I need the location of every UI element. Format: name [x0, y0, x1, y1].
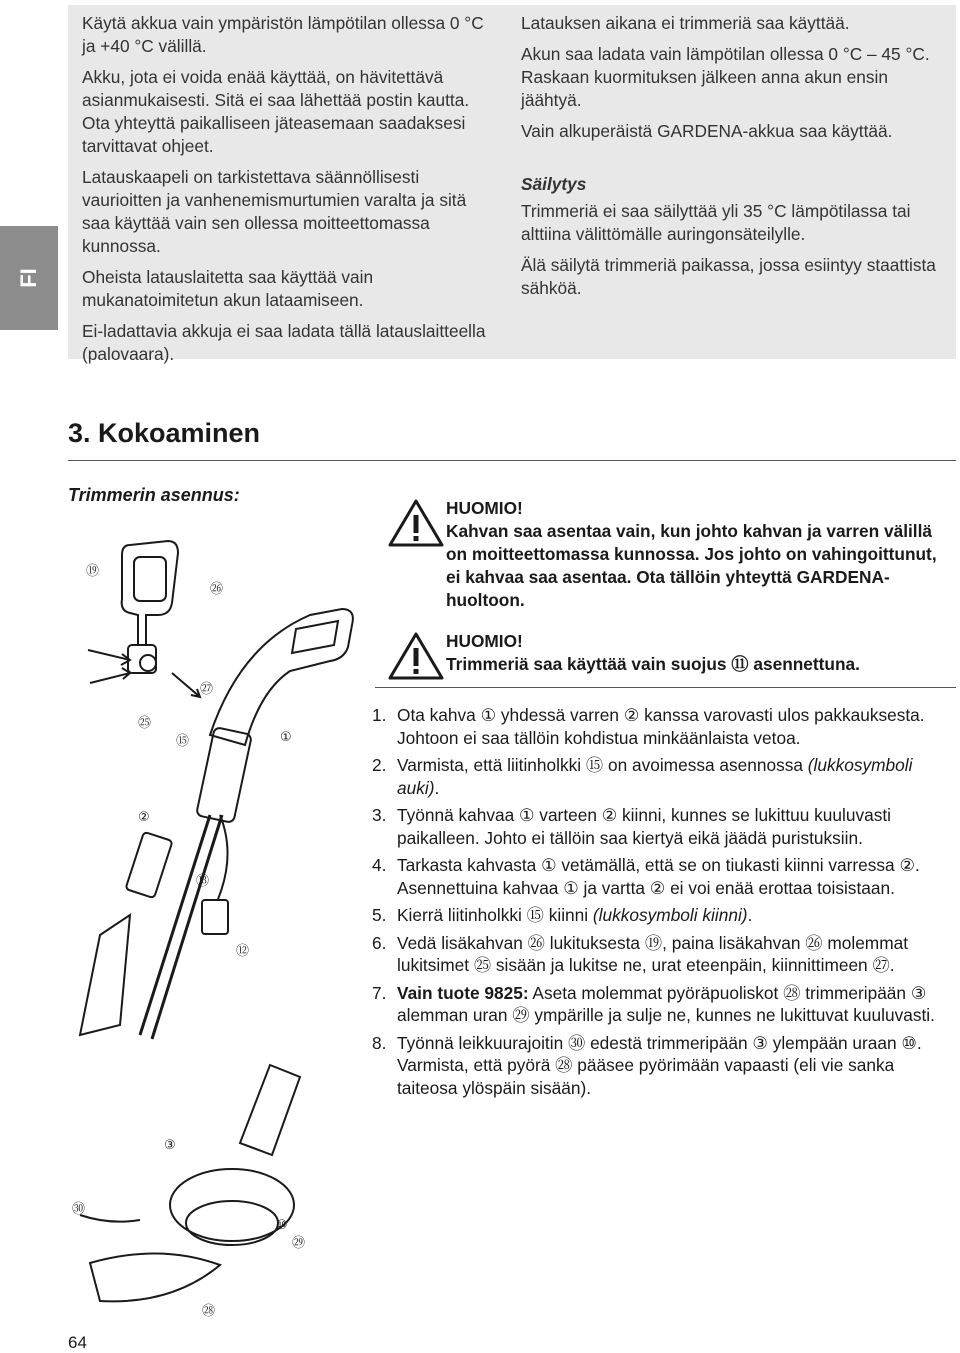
lower-body — [80, 915, 130, 1035]
safety-note: Ei-ladattavia akkuja ei saa ladata tällä latauslaitteella (palovaara). — [82, 321, 486, 364]
warning-block — [375, 626, 956, 690]
callout-27: ㉗ — [200, 682, 214, 697]
step-note: (lukkosymboli auki) — [397, 755, 913, 798]
callout-25: ㉕ — [138, 716, 152, 731]
safety-note: Latauskaapeli on tarkistettava säännöllisesti vaurioitten ja vanhenemismurtumien varalta ja sitä saa käyttää vain sen ollessa moitteettomassa kunnossa. — [82, 167, 467, 256]
shaft — [140, 815, 210, 1035]
callout-1: ① — [280, 730, 292, 745]
safety-note: Akun saa ladata vain lämpötilan ollessa 0 °C – 45 °C. Raskaan kuormituksen jälkeen anna akun ensin jäähtyä. — [521, 44, 930, 110]
callout-15: ⑮ — [176, 734, 190, 749]
step-text: Kierrä liitinholkki ⑮ kiinni — [397, 905, 593, 925]
warning-triangle-icon — [387, 631, 445, 681]
storage-note: Trimmeriä ei saa säilyttää yli 35 °C lämpötilassa tai alttiina välittömälle auringonsäteilylle. — [521, 201, 911, 244]
step-product-note: Vain tuote 9825: — [397, 982, 529, 1003]
shaft-joint — [125, 832, 172, 898]
safety-note: Vain alkuperäistä GARDENA-akkua saa käyttää. — [521, 121, 893, 141]
storage-note: Älä säilytä trimmeriä paikassa, jossa esiintyy staattista sähköä. — [521, 255, 936, 298]
aux-handle-knob — [140, 655, 156, 671]
coupling-sleeve — [196, 727, 252, 823]
assembly-steps — [372, 704, 942, 1104]
step-number: 7. — [372, 982, 387, 1003]
step-number: 5. — [372, 905, 387, 925]
step-item — [372, 932, 942, 977]
step-item — [372, 804, 942, 849]
language-tab — [0, 226, 58, 330]
step-note: (lukkosymboli kiinni) — [592, 905, 748, 925]
safety-note: Käytä akkua vain ympäristön lämpötilan ollessa 0 °C ja +40 °C välillä. — [82, 13, 484, 56]
main-handle-shape — [210, 609, 353, 745]
callout-26: ㉖ — [210, 582, 224, 597]
edge-guide — [80, 1215, 140, 1222]
step-item — [372, 754, 942, 799]
arrow — [172, 673, 200, 697]
trimmer-assembly-illustration — [60, 515, 370, 1325]
warning-text: Trimmeriä saa käyttää vain suojus ⑪ asennettuna. — [446, 654, 860, 674]
callout-13: ⑬ — [196, 874, 210, 889]
step-text: Ota kahva ① yhdessä varren ② kanssa varovasti ulos pakkauksesta. Johtoon ei saa tällöin kohdistua minkäänlaista vetoa. — [397, 705, 925, 748]
safety-notes-left-column — [82, 12, 497, 374]
step-number: 3. — [372, 805, 387, 825]
safety-note: Akku, jota ei voida enää käyttää, on hävitettävä asianmukaisesti. Sitä ei saa lähettää postin kautta. Ota yhteyttä paikalliseen jäteasemaan saadaksesi tarvittavat ohjeet. — [82, 67, 470, 156]
step-text-tail: . — [747, 905, 753, 925]
main-handle-trigger — [292, 621, 338, 653]
warning-divider — [375, 687, 956, 688]
step-text: Tarkasta kahvasta ① vetämällä, että se on tiukasti kiinni varressa ②. Asennettuina kahvaa ① ja vartta ② ei voi enää erottaa toisistaan. — [397, 855, 920, 898]
section-title: 3. Kokoaminen — [68, 418, 261, 448]
step-text: Aseta molemmat pyöräpuoliskot ㉘ trimmeripään ③ alemman uran ㉙ ympärille ja sulje ne, kunnes ne lukittuvat kuuluvasti. — [397, 982, 935, 1025]
warning-text: Kahvan saa asentaa vain, kun johto kahvan ja varren välillä on moitteettomassa kunnossa. Jos johto on vahingoittunut, ei kahvaa saa asentaa. Ota tällöin yhteyttä GARDENA-huoltoon. — [446, 521, 937, 610]
storage-heading: Säilytys — [521, 174, 587, 194]
warning-title: HUOMIO! — [446, 631, 523, 651]
arrow — [88, 650, 130, 665]
section-divider — [68, 460, 956, 461]
assembly-subheading: Trimmerin asennus: — [68, 485, 240, 505]
step-item — [372, 982, 942, 1027]
step-number: 4. — [372, 855, 387, 875]
cord-connector — [202, 900, 228, 934]
step-text: Vedä lisäkahvan ㉖ lukituksesta ⑲, paina lisäkahvan ㉖ molemmat lukitsimet ㉕ sisään ja lukitse ne, urat eteenpäin, kiinnittimeen ㉗. — [397, 932, 909, 975]
callout-10: ⑩ — [276, 1218, 288, 1233]
callout-12: ⑫ — [236, 944, 250, 959]
warning-triangle-icon — [387, 498, 445, 548]
step-item — [372, 854, 942, 899]
page-number: 64 — [68, 1333, 87, 1352]
safety-note: Oheista latauslaitetta saa käyttää vain mukanatoimitetun akun lataamiseen. — [82, 267, 374, 310]
callout-29: ㉙ — [292, 1236, 306, 1251]
step-number: 1. — [372, 705, 387, 725]
safety-notes-right-column — [521, 12, 941, 308]
safety-note: Latauksen aikana ei trimmeriä saa käyttää. — [521, 13, 850, 33]
warning-block — [375, 493, 956, 629]
motor-housing — [240, 1065, 300, 1155]
step-number: 6. — [372, 932, 387, 953]
step-item — [372, 1032, 942, 1100]
step-item — [372, 904, 942, 927]
shaft-edge — [152, 815, 222, 1039]
warning-title: HUOMIO! — [446, 498, 523, 518]
arrow — [90, 668, 130, 683]
callout-2: ② — [138, 810, 150, 825]
aux-handle-grip — [134, 557, 166, 601]
callout-3: ③ — [164, 1138, 176, 1153]
callout-28: ㉘ — [202, 1304, 216, 1319]
step-item — [372, 704, 942, 749]
step-text: Työnnä kahvaa ① varteen ② kiinni, kunnes se lukittuu kuuluvasti paikalleen. Johto ei tällöin saa kiertyä eikä jäädä puristuksiin. — [397, 805, 892, 848]
spool — [186, 1201, 278, 1245]
step-text: Varmista, että liitinholkki ⑮ on avoimessa asennossa — [397, 755, 808, 775]
callout-19: ⑲ — [86, 564, 100, 579]
language-code: FI — [16, 268, 41, 288]
callout-30: ㉚ — [72, 1202, 86, 1217]
wheel-half — [90, 1253, 220, 1301]
step-text-tail: . — [434, 777, 440, 798]
step-number: 2. — [372, 755, 387, 775]
step-number: 8. — [372, 1032, 387, 1053]
step-text: Työnnä leikkuurajoitin ㉚ edestä trimmeripään ③ ylempään uraan ⑩. Varmista, että pyörä ㉘ pääsee pyörimään vapaasti (eli vie sanka taiteosa ylöspäin sisään). — [397, 1032, 922, 1098]
